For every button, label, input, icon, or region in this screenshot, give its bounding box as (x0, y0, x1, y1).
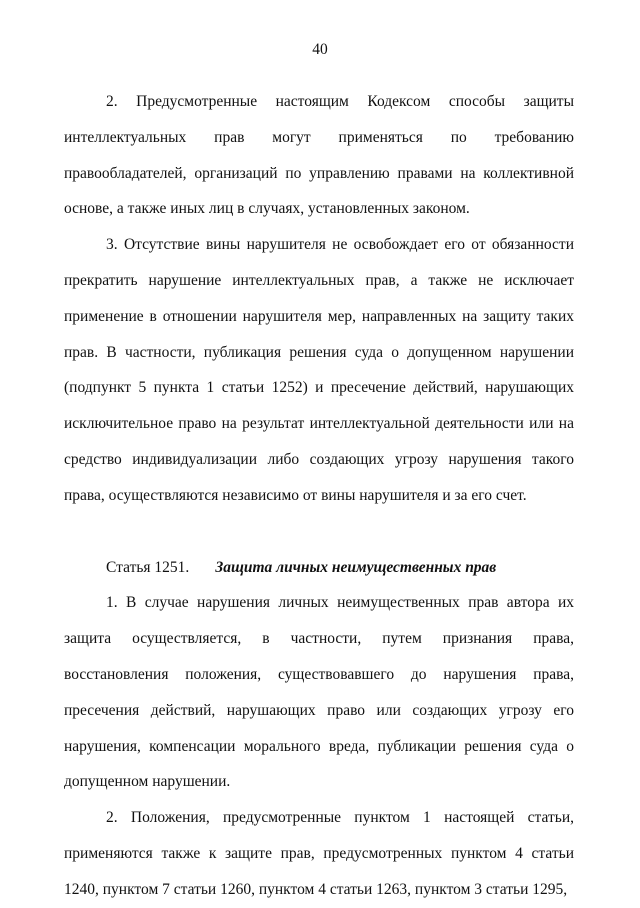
paragraph-clause-3: 3. Отсутствие вины нарушителя не освобождает его от обязанности прекратить нарушение интеллектуальных прав, а также не исключает применение в отношении нарушителя мер, направленных на защиту таких прав. В частности, публикация решения суда о допущенном нарушении (подпункт 5 пункта 1 статьи 1252) и пресечение действий, нарушающих исключительное право на результат интеллектуальной деятельности или на средство индивидуализации либо создающих угрозу нарушения такого права, осуществляются независимо от вины нарушителя и за его счет. (64, 236, 574, 504)
article-heading (64, 514, 574, 586)
article-number: Статья 1251. (106, 558, 190, 576)
page-number: 40 (312, 41, 328, 58)
paragraph-article-clause-1: 1. В случае нарушения личных неимущественных прав автора их защита осуществляется, в частности, путем признания права, восстановления положения, существовавшего до нарушения права, пресечения действий, нарушающих право или создающих угрозу его нарушения, компенсации морального вреда, публикации решения суда о допущенном нарушении. (64, 594, 574, 791)
paragraph-clause-2: 2. Предусмотренные настоящим Кодексом способы защиты интеллектуальных прав могут применяться по требованию правообладателей, организаций по управлению правами на коллективной основе, а также иных лиц в случаях, установленных законом. (64, 93, 574, 218)
document-body (64, 84, 574, 908)
article-title: Защита личных неимущественных прав (215, 558, 497, 576)
paragraph-article-clause-2: 2. Положения, предусмотренные пунктом 1 настоящей статьи, применяются также к защите прав, предусмотренных пунктом 4 статьи 1240, пунктом 7 статьи 1260, пунктом 4 статьи 1263, пунктом 3 статьи 1295, (64, 809, 574, 898)
